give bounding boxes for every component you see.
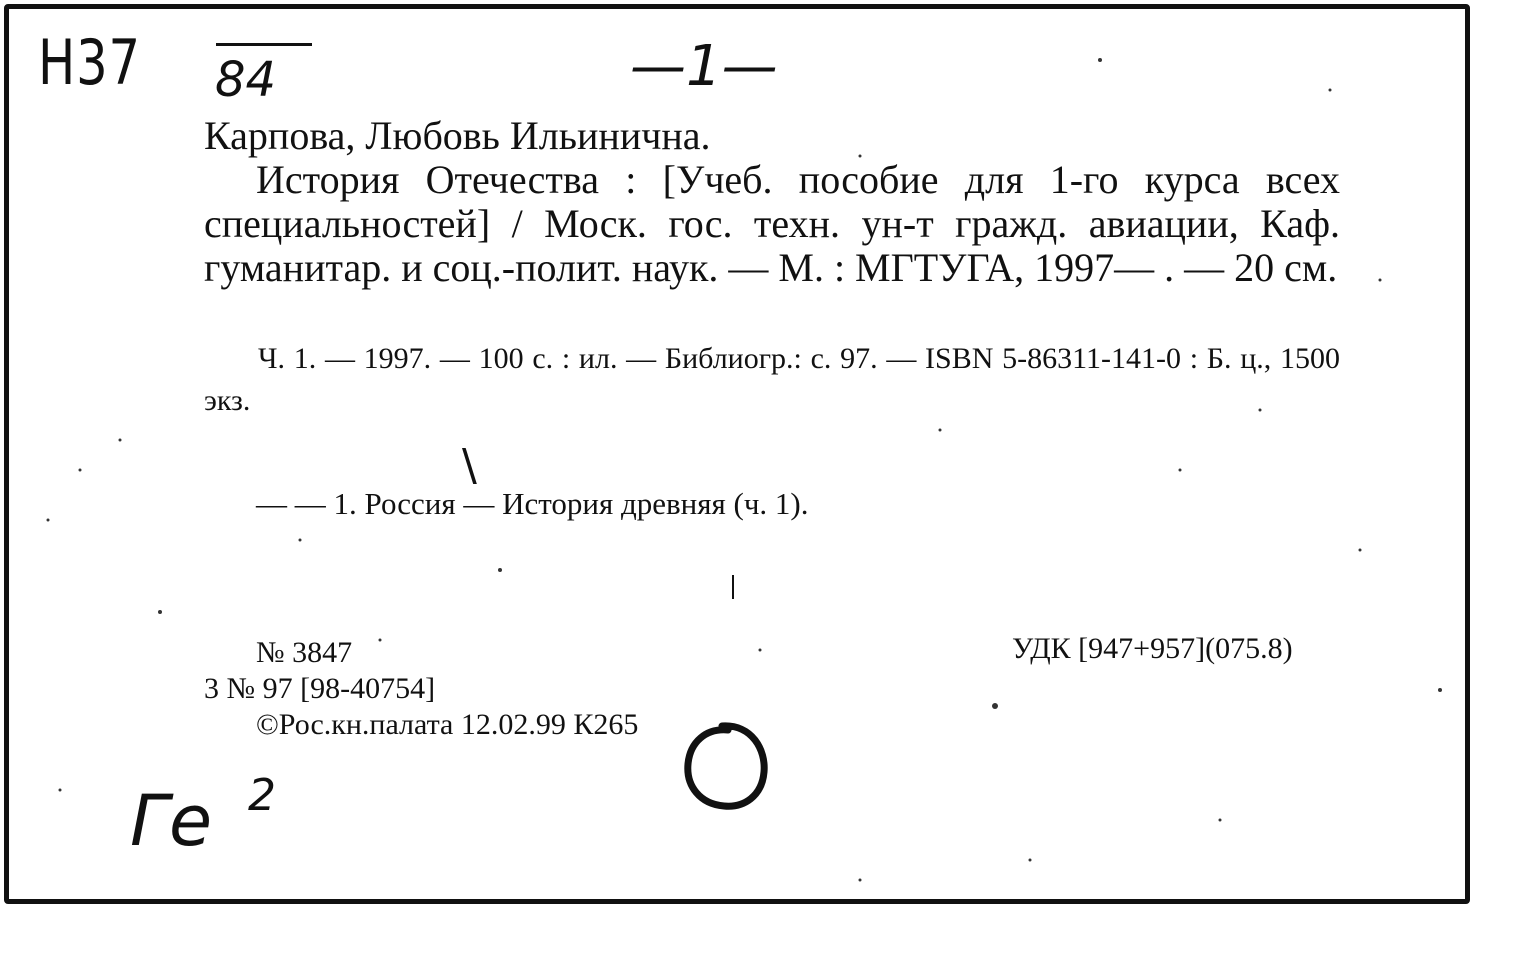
handwritten-page-mark: —1— — [630, 34, 778, 99]
handwritten-call-number: Н37 — [38, 26, 141, 99]
shelf-mark-overline — [216, 43, 312, 46]
parts-paragraph: Ч. 1. — 1997. — 100 с. : ил. — Библиогр.: с. 97. — ISBN 5-86311-141-0 : Б. ц., 1500 экз. — [204, 342, 1340, 417]
backslash-mark: \ — [462, 440, 477, 491]
copyright-line: ©Рос.кн.палата 12.02.99 К265 — [256, 708, 639, 741]
registration-number: 3 № 97 [98-40754] — [204, 672, 436, 705]
handwritten-shelf-mark: 84 — [215, 52, 277, 108]
author-heading: Карпова, Любовь Ильинична. — [204, 113, 711, 158]
vertical-tick-mark — [732, 575, 734, 599]
udk-classification: УДК [947+957](075.8) — [1012, 632, 1293, 665]
handwritten-ge: Ге — [130, 780, 213, 862]
title-paragraph: История Отечества : [Учеб. пособие для 1-го курса всех специальностей] / Моск. гос. техн. ун-т гражд. авиации, Каф. гуманитар. и соц.-полит. наук. — М. : МГТУГА, 1997— . — 20 см. — [204, 157, 1340, 290]
handwritten-ge-superscript: 2 — [248, 770, 276, 821]
subject-headings: — — 1. Россия — История древняя (ч. 1). — [256, 486, 809, 521]
handwritten-circle-mark — [682, 720, 768, 812]
inventory-number: № 3847 — [256, 636, 353, 669]
